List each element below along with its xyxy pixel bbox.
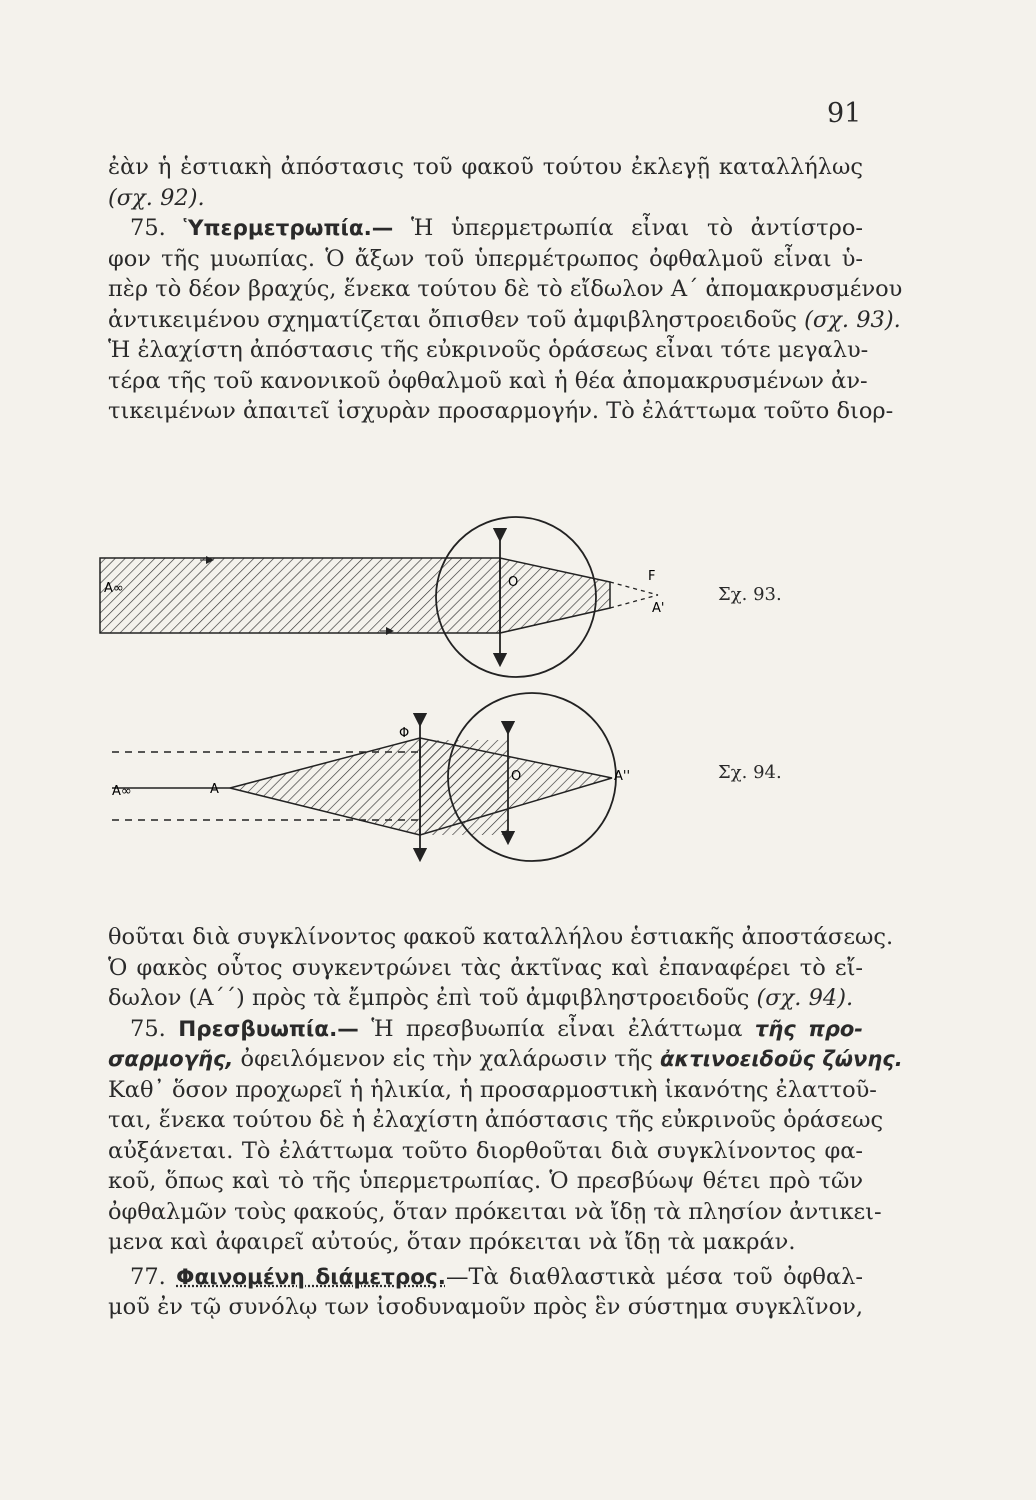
text-line: ὀφθαλμῶν τοὺς φακούς, ὅταν πρόκειται νὰ ἴδῃ τὰ πλησίον ἀντικει- xyxy=(108,1198,882,1225)
text-line: τικειμένων ἀπαιτεῖ ἰσχυρὰν προσαρμογήν. Τὸ ἐλάττωμα τοῦτο διορ- xyxy=(108,398,894,424)
label-center: Ο xyxy=(511,769,522,784)
section-heading-line: 75. Πρεσβυωπία.— Ἡ πρεσβυωπία εἶναι ἐλάττωμα τῆς προ- xyxy=(130,1015,864,1042)
converging-beam xyxy=(500,558,610,633)
section-title: Ὑπερμετρωπία.— xyxy=(183,216,394,241)
label-image: Α' xyxy=(652,601,665,616)
text-line: ἐὰν ἡ ἑστιακὴ ἀπόστασις τοῦ φακοῦ τούτου ἐκλεγῇ καταλλήλως xyxy=(108,154,863,180)
label-source: Α∞ xyxy=(112,784,132,799)
section-heading-line: 77. Φαινομένη διάμετρος.—Τὰ διαθλαστικὰ μέσα τοῦ ὀφθαλ- xyxy=(130,1263,863,1290)
section-title: Πρεσβυωπία.— xyxy=(178,1016,359,1042)
text-line: δωλον (Α΄΄) πρὸς τὰ ἔμπρὸς ἐπὶ τοῦ ἀμφιβληστροειδοῦς (σχ. 94). xyxy=(108,985,854,1011)
term: τῆς προ- xyxy=(754,1016,864,1041)
label-source: Α∞ xyxy=(104,581,124,596)
section-title: Φαινομένη διάμετρος. xyxy=(176,1264,446,1290)
term: ἀκτινοειδοῦς ζώνης. xyxy=(660,1047,903,1071)
page-number: 91 xyxy=(827,98,862,129)
figure-93 xyxy=(100,517,664,677)
text-line: μοῦ ἐν τῷ συνόλῳ των ἰσοδυναμοῦν πρὸς ἓν σύστημα συγκλῖνον, xyxy=(108,1294,863,1320)
text-line: φον τῆς μυωπίας. Ὁ ἄξων τοῦ ὑπερμέτρωπος ὀφθαλμοῦ εἶναι ὑ- xyxy=(108,245,863,272)
text-line: αὐξάνεται. Τὸ ἐλάττωμα τοῦτο διορθοῦται διὰ συγκλίνοντος φα- xyxy=(108,1137,863,1164)
section-number: 75. xyxy=(130,215,166,241)
text-line: ἀντικειμένου σχηματίζεται ὄπισθεν τοῦ ἀμφιβληστροειδοῦς (σχ. 93). xyxy=(108,306,901,333)
section-heading-line: 75. Ὑπερμετρωπία.— Ἡ ὑπερμετρωπία εἶναι τὸ ἀντίστρο- xyxy=(130,215,864,241)
figure-ref: (σχ. 94). xyxy=(756,985,854,1011)
label-object: Α xyxy=(210,782,219,797)
text-line: πὲρ τὸ δέον βραχύς, ἕνεκα τούτου δὲ τὸ εἴδωλον Α΄ ἀπομακρυσμένου xyxy=(108,276,903,302)
label-lens: Φ xyxy=(399,726,410,741)
text-line: μενα καὶ ἀφαιρεῖ αὐτούς, ὅταν πρόκειται νὰ ἴδῃ τὰ μακράν. xyxy=(108,1229,796,1255)
figure-94 xyxy=(112,693,630,861)
caption-fig94: Σχ. 94. xyxy=(718,762,782,783)
term: σαρμογῆς, xyxy=(108,1047,234,1071)
text-line: Καθ᾽ ὅσον προχωρεῖ ἡ ἡλικία, ἡ προσαρμοστικὴ ἱκανότης ἐλαττοῦ- xyxy=(108,1076,877,1103)
label-focus: F xyxy=(648,569,656,584)
label-center: Ο xyxy=(508,575,519,590)
text-line: Ὁ φακὸς οὗτος συγκεντρώνει τὰς ἀκτῖνας καὶ ἐπαναφέρει τὸ εἴ- xyxy=(108,954,863,981)
text-line: σαρμογῆς, ὀφειλόμενον εἰς τὴν χαλάρωσιν τῆς ἀκτινοειδοῦς ζώνης. xyxy=(108,1046,903,1072)
section-number: 75. xyxy=(130,1015,166,1042)
text-line: τέρα τῆς τοῦ κανονικοῦ ὀφθαλμοῦ καὶ ἡ θέα ἀπομακρυσμένων ἀν- xyxy=(108,367,868,394)
text-line: (σχ. 92). xyxy=(108,184,205,211)
text-line: θοῦται διὰ συγκλίνοντος φακοῦ καταλλήλου ἑστιακῆς ἀποστάσεως. xyxy=(108,924,894,950)
text-line: Ἡ ἐλαχίστη ἀπόστασις τῆς εὐκρινοῦς ὁράσεως εἶναι τότε μεγαλυ- xyxy=(108,337,869,363)
section-number: 77. xyxy=(130,1263,166,1290)
caption-fig93: Σχ. 93. xyxy=(718,584,782,605)
figure-ref: (σχ. 93). xyxy=(804,306,901,333)
lower-text xyxy=(108,922,903,1323)
label-image: Α'' xyxy=(614,769,631,784)
text-line: κοῦ, ὅπως καὶ τὸ τῆς ὑπερμετρωπίας. Ὁ πρεσβύωψ θέτει πρὸ τῶν xyxy=(108,1168,863,1194)
text-line: ται, ἕνεκα τούτου δὲ ἡ ἐλαχίστη ἀπόστασις τῆς εὐκρινοῦς ὁράσεως xyxy=(108,1107,884,1133)
